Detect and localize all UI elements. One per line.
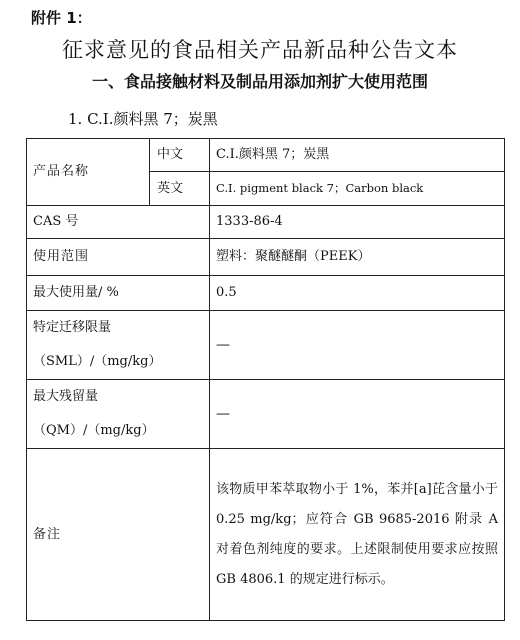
table-row: [27, 276, 505, 311]
product-name-label: 产品名称: [27, 139, 150, 206]
table-row: [27, 206, 505, 239]
sml-label-line-2: （SML）/（mg/kg）: [33, 354, 162, 369]
section-heading: 一、食品接触材料及制品用添加剂扩大使用范围: [91, 72, 428, 91]
cas-label: CAS 号: [27, 206, 210, 239]
item-heading: 1. C.I.颜料黑 7；炭黑: [68, 110, 218, 128]
table-row: [27, 139, 505, 172]
chinese-label: 中文: [150, 139, 210, 172]
sml-value: —: [210, 311, 505, 380]
table-row: [27, 239, 505, 276]
table-row: [27, 380, 505, 449]
scope-label: 使用范围: [27, 239, 210, 276]
qm-label-line-1: 最大残留量: [33, 389, 99, 404]
scope-value: 塑料：聚醚醚酮（PEEK）: [210, 239, 505, 276]
note-label: 备注: [27, 449, 210, 621]
document-title: 征求意见的食品相关产品新品种公告文本: [62, 38, 458, 62]
attachment-label: 附件 1：: [31, 9, 92, 27]
chinese-name-value: C.I.颜料黑 7；炭黑: [210, 139, 505, 172]
qm-label: [27, 380, 210, 449]
max-use-value: 0.5: [210, 276, 505, 311]
note-value: 该物质甲苯萃取物小于 1%，苯并[a]芘含量小于 0.25 mg/kg；应符合 GB 9685-2016 附录 A 对着色剂纯度的要求。上述限制使用要求应按照 GB 4806.1 的规定进行标示。: [210, 449, 505, 621]
cas-value: 1333-86-4: [210, 206, 505, 239]
table-row: [27, 311, 505, 380]
sml-label-line-1: 特定迁移限量: [33, 320, 112, 335]
english-name-value: C.I. pigment black 7；Carbon black: [210, 172, 505, 206]
spec-table: [26, 138, 505, 621]
sml-label: [27, 311, 210, 380]
qm-value: —: [210, 380, 505, 449]
table-row: [27, 449, 505, 621]
english-label: 英文: [150, 172, 210, 206]
qm-label-line-2: （QM）/（mg/kg）: [33, 423, 155, 438]
max-use-label: 最大使用量/ %: [27, 276, 210, 311]
